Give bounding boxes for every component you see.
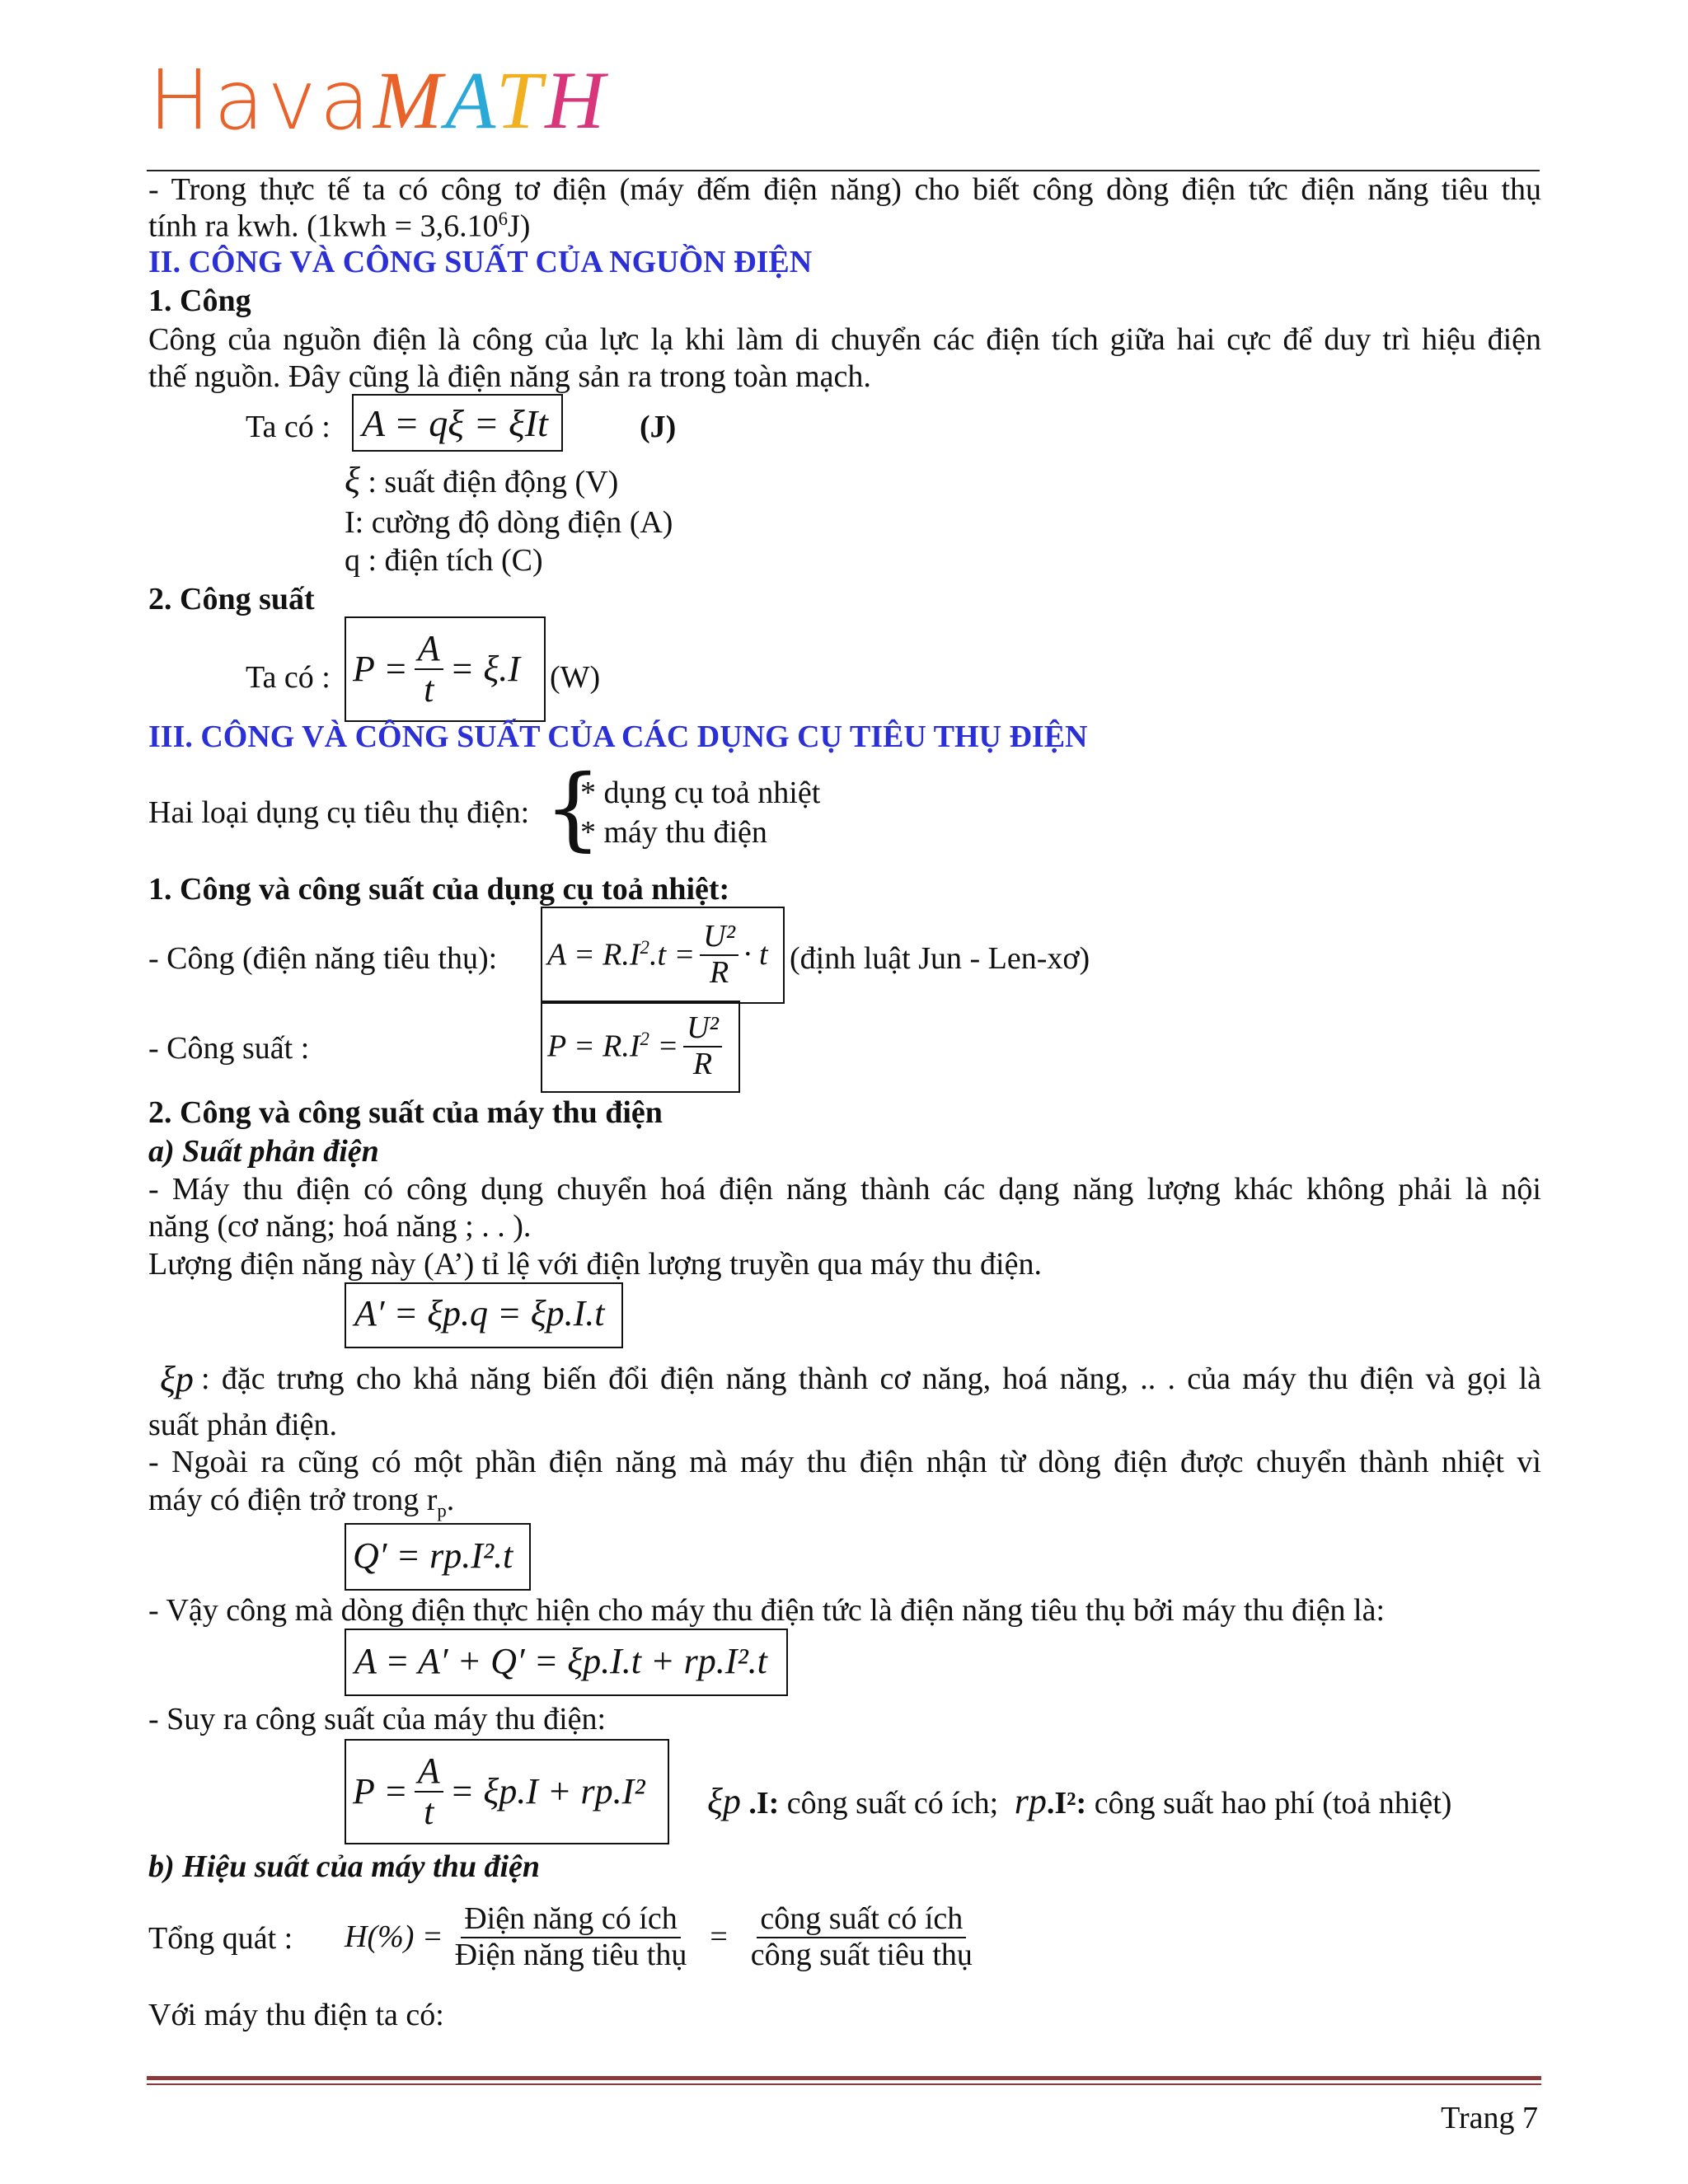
type-toa-nhiet: * dụng cụ toả nhiệt <box>580 776 821 810</box>
formula-lhs: P = <box>353 1770 408 1811</box>
label-two-types: Hai loại dụng cụ tiêu thụ điện: <box>148 795 530 830</box>
havamath-logo <box>148 51 608 148</box>
denominator: t <box>424 669 434 710</box>
fraction-energy <box>452 1902 691 1973</box>
brace: { <box>544 755 602 860</box>
formula-cong-nguon: A = qξ = ξIt <box>362 402 548 444</box>
denominator: t <box>424 1792 434 1832</box>
denominator: R <box>692 1047 713 1081</box>
formula-box-cong-suat-nguon <box>345 616 546 722</box>
label-ta-co-2: Ta có : <box>246 660 331 695</box>
fraction <box>415 1751 443 1833</box>
formula-rhs: = ξp.I + rp.I² <box>449 1770 645 1811</box>
symbol-xi: ξ <box>345 460 360 500</box>
paragraph-cong-nguon-line1: Công của nguồn điện là công của lực lạ khi làm di chuyển các điện tích giữa hai cực để duy trì hiệu điện <box>148 322 1541 357</box>
denominator: công suất tiêu thụ <box>750 1938 973 1972</box>
label-cong-suat: - Công suất : <box>148 1031 310 1066</box>
definition-xip-line2: suất phản điện. <box>148 1408 338 1442</box>
fraction <box>415 629 443 710</box>
formula-box-cong-nguon <box>352 394 563 452</box>
text: tính ra kwh. (1kwh = 3,6.10 <box>148 209 499 244</box>
numerator: U² <box>683 1011 722 1047</box>
paragraph-extra-line2: máy có điện trở trong $r_p$. <box>148 1483 455 1521</box>
page-number: Trang 7 <box>1441 2101 1538 2135</box>
definition-xip-line1: : đặc trưng cho khả năng biến đổi điện năng thành cơ năng, hoá năng, .. . của máy thu điện và gọi là <box>201 1361 1541 1396</box>
numerator: U² <box>700 920 738 956</box>
numerator: A <box>415 1751 443 1793</box>
formula-part: $P = R.I^2$ = <box>547 1028 679 1064</box>
fraction-power <box>748 1902 976 1973</box>
superscript: 6 <box>498 209 509 229</box>
section-heading-2: II. CÔNG VÀ CÔNG SUẤT CỦA NGUỒN ĐIỆN <box>148 245 813 279</box>
formula-A-prime: A′ = ξp.q = ξp.I.t <box>354 1293 605 1333</box>
denominator: R <box>709 955 729 990</box>
label-cong: - Công (điện năng tiêu thụ): <box>148 941 498 976</box>
type-may-thu-dien: * máy thu điện <box>580 815 767 850</box>
paragraph-cong-nguon-line2: thế nguồn. Đây cũng là điện năng sản ra trong toàn mạch. <box>148 359 871 394</box>
paragraph-extra-line1: - Ngoài ra cũng có một phần điện năng mà máy thu điện nhận từ dòng điện được chuyển thành nhiệt vì <box>148 1445 1541 1479</box>
definition-xip <box>160 1358 194 1402</box>
definition-q: q : điện tích (C) <box>345 543 543 578</box>
logo-letter: H <box>545 54 608 146</box>
label-ta-co: Ta có : <box>246 410 331 444</box>
logo-part-math <box>373 54 608 146</box>
paragraph-mtd-line3: Lượng điện năng này (A’) tỉ lệ với điện lượng truyền qua máy thu điện. <box>148 1247 1042 1282</box>
paragraph-suy-ra: - Suy ra công suất của máy thu điện: <box>148 1702 607 1736</box>
subheading-cong: 1. Công <box>148 284 251 318</box>
formula-box-A-prime <box>345 1282 623 1348</box>
text: : suất điện động (V) <box>368 465 619 499</box>
subheading-hieu-suat: b) Hiệu suất của máy thu điện <box>148 1849 541 1884</box>
formula-lhs: P = <box>353 648 408 689</box>
fraction <box>700 920 738 991</box>
formula-cong-suat-nguon <box>353 618 520 720</box>
paragraph-mtd-line2: năng (cơ năng; hoá năng ; . . ). <box>148 1209 532 1244</box>
paragraph-mtd-line1: - Máy thu điện có công dụng chuyển hoá điện năng thành các dạng năng lượng khác không phải là nội <box>148 1172 1541 1207</box>
formula-A-total: A = A′ + Q′ = ξp.I.t + rp.I².t <box>354 1641 767 1681</box>
formula-box-cong-suat-toa-nhiet <box>541 1001 740 1093</box>
unit-joule: (J) <box>640 410 677 444</box>
denominator: Điện năng tiêu thụ <box>454 1938 687 1972</box>
logo-part-hava: Hava <box>148 52 373 148</box>
logo-letter: M <box>373 54 446 146</box>
numerator: công suất có ích <box>757 1902 966 1938</box>
formula-box-cong-toa-nhiet <box>541 907 785 1004</box>
formula-box-P-may-thu <box>345 1739 669 1844</box>
section-heading-3: III. CÔNG VÀ CÔNG SUẤT CỦA CÁC DỤNG CỤ TIÊU THỤ ĐIỆN <box>148 719 1088 754</box>
paragraph-cong-to-line1: - Trong thực tế ta có công tơ điện (máy đếm điện năng) cho biết công dòng điện tức điện năng tiêu thụ <box>148 172 1541 207</box>
unit-watt: (W) <box>550 660 601 695</box>
footer-rule-thin <box>147 2083 1541 2085</box>
subheading-suat-phan-dien: a) Suất phản điện <box>148 1134 379 1169</box>
formula-part: $A = R.I^2.t$ = <box>547 936 696 972</box>
formula-cong-suat-toa-nhiet <box>547 1002 722 1091</box>
formula-lhs: H(%) = <box>345 1919 443 1955</box>
definition-I: I: cường độ dòng điện (A) <box>345 505 673 540</box>
label-tong-quat: Tổng quát : <box>148 1921 293 1956</box>
footer-rule <box>147 2076 1541 2080</box>
formula-rhs: = ξ.I <box>449 648 520 689</box>
logo-letter: T <box>495 54 546 146</box>
numerator: A <box>415 629 443 670</box>
paragraph-voi-may: Với máy thu điện ta có: <box>148 1998 444 2032</box>
subheading-cong-suat: 2. Công suất <box>148 582 315 616</box>
subheading-may-thu-dien: 2. Công và công suất của máy thu điện <box>148 1095 663 1130</box>
legend-useful-loss: ξp .I: công suất có ích; rp.I²: công suất hao phí (toả nhiệt) <box>707 1781 1452 1821</box>
paragraph-cong-to-line2 <box>148 208 1541 246</box>
formula-box-A-total <box>345 1629 788 1696</box>
text: J) <box>508 209 531 244</box>
logo-letter: A <box>445 54 496 146</box>
formula-cong-toa-nhiet <box>547 908 768 1002</box>
definition-xi <box>345 459 618 503</box>
paragraph-vay: - Vậy công mà dòng điện thực hiện cho máy thu điện tức là điện năng tiêu thụ bởi máy thu điện là: <box>148 1593 1386 1628</box>
symbol-xip: ξp <box>160 1359 194 1399</box>
equals-sign: = <box>710 1919 728 1955</box>
formula-hieu-suat <box>345 1892 976 1983</box>
fraction <box>683 1011 722 1082</box>
formula-P-may-thu <box>353 1741 645 1843</box>
formula-part: · t <box>743 937 768 972</box>
subheading-toa-nhiet: 1. Công và công suất của dụng cụ toả nhiệt: <box>148 872 730 907</box>
note-joule-lenz: (định luật Jun - Len-xơ) <box>790 941 1090 976</box>
formula-Q-prime: Q′ = rp.I².t <box>353 1535 513 1576</box>
numerator: Điện năng có ích <box>461 1902 681 1938</box>
formula-box-Q-prime <box>345 1523 531 1591</box>
